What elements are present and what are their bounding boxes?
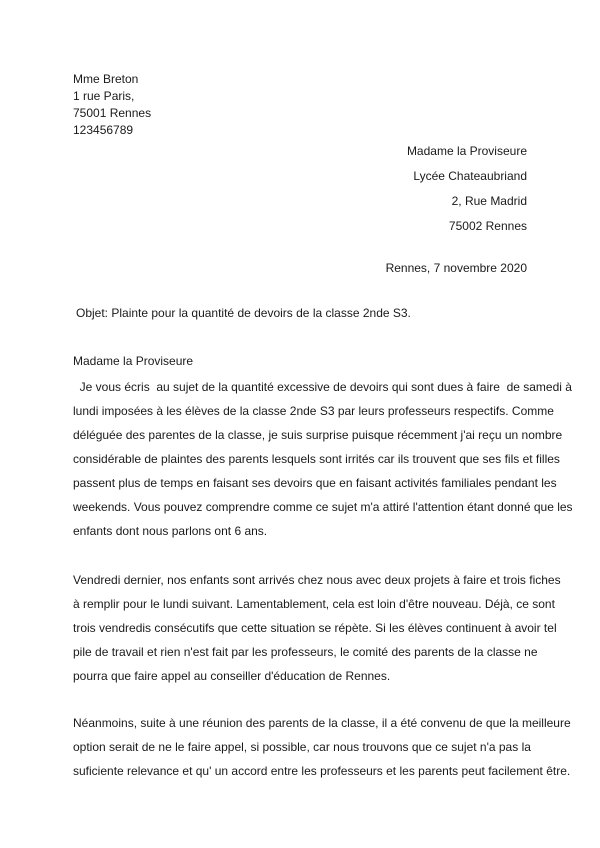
recipient-city: 75002 Rennes bbox=[448, 219, 527, 233]
sender-city: 75001 Rennes bbox=[73, 106, 152, 120]
letter-date: Rennes, 7 novembre 2020 bbox=[385, 261, 527, 275]
paragraph-line: Néanmoins, suite à une réunion des parents de la classe, il a été convenu de que la meilleure bbox=[73, 716, 571, 730]
paragraph-line: Je vous écris au sujet de la quantité excessive de devoirs qui sont dues à faire de samedi à bbox=[73, 380, 572, 394]
paragraph-line: weekends. Vous pouvez comprendre comme ce sujet m'a attiré l'attention étant donné que les bbox=[73, 500, 573, 514]
body-paragraph-3 bbox=[73, 711, 571, 783]
paragraph-line: considérable de plaintes des parents lesquels sont irrités car ils trouvent que ses fils et filles bbox=[73, 452, 560, 466]
sender-address-block bbox=[73, 71, 151, 139]
recipient-street: 2, Rue Madrid bbox=[451, 194, 527, 208]
recipient-school: Lycée Chateaubriand bbox=[413, 169, 527, 183]
paragraph-line: à remplir pour le lundi suivant. Lamentablement, cela est loin d'être nouveau. Déjà, ce sont bbox=[73, 597, 555, 611]
recipient-address-block bbox=[407, 139, 527, 239]
paragraph-line: pourra que faire appel au conseiller d'éducation de Rennes. bbox=[73, 669, 391, 683]
paragraph-line: Vendredi dernier, nos enfants sont arrivés chez nous avec deux projets à faire et trois fiches bbox=[73, 573, 561, 587]
paragraph-line: option serait de ne le faire appel, si possible, car nous trouvons que ce sujet n'a pas la bbox=[73, 740, 531, 754]
letter-subject: Objet: Plainte pour la quantité de devoirs de la classe 2nde S3. bbox=[76, 306, 411, 320]
recipient-title: Madame la Proviseure bbox=[406, 144, 527, 158]
paragraph-line: pile de travail et rien n'est fait par les professeurs, le comité des parents de la classe ne bbox=[73, 645, 538, 659]
sender-street: 1 rue Paris, bbox=[73, 89, 135, 103]
body-paragraph-2 bbox=[73, 568, 561, 688]
letter-salutation: Madame la Proviseure bbox=[73, 354, 194, 368]
body-paragraph-1 bbox=[73, 375, 573, 543]
paragraph-line: enfants dont nous parlons ont 6 ans. bbox=[73, 524, 268, 538]
sender-phone: 123456789 bbox=[73, 123, 134, 137]
paragraph-line: passent plus de temps en faisant ses devoirs que en faisant activités familiales pendant les bbox=[73, 476, 557, 490]
paragraph-line: déléguée des parentes de la classe, je suis surprise puisque récemment j'ai reçu un nombre bbox=[73, 428, 563, 442]
paragraph-line: suficiente relevance et qu' un accord entre les professeurs et les parents peut facilement être. bbox=[73, 764, 571, 778]
paragraph-line: trois vendredis consécutifs que cette situation se répète. Si les élèves continuent à avoir tel bbox=[73, 621, 557, 635]
sender-name: Mme Breton bbox=[73, 72, 139, 86]
paragraph-line: lundi imposées à les élèves de la classe 2nde S3 par leurs professeurs respectifs. Comme bbox=[73, 404, 554, 418]
